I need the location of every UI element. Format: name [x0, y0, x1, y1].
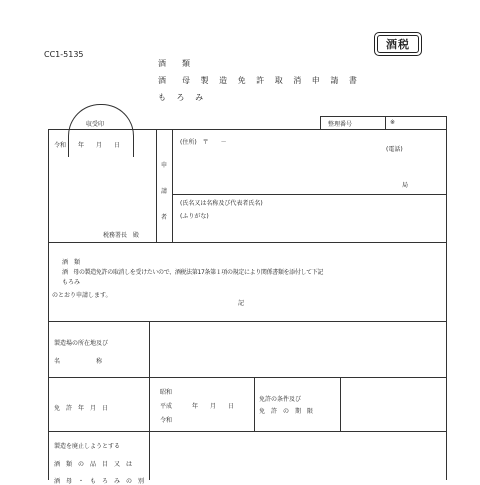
application-date[interactable]: 令和 年 月 日	[54, 142, 121, 149]
license-row-divider-2	[340, 377, 341, 431]
stop-label-2: 酒 類 の 品 目 又 は	[54, 461, 133, 468]
ki-heading: 記	[238, 300, 245, 307]
title-line-2: 酒 母 製 造 免 許 取 消 申 請 書	[158, 76, 361, 85]
applicant-vertical-3: 者	[161, 214, 168, 221]
furigana-field[interactable]: (ふりがな)	[180, 213, 209, 220]
era-heisei: 平成	[160, 403, 173, 410]
address-field[interactable]: (住所) 〒 －	[180, 139, 227, 146]
statement-line-1: 酒 類	[62, 259, 81, 266]
license-date-label: 免 許 年 月 日	[54, 405, 109, 412]
stop-label-3: 酒 母 ・ も ろ み の 別	[54, 478, 145, 485]
stop-row-top	[48, 431, 446, 432]
ref-number-value: ※	[390, 119, 396, 126]
frame-right	[446, 129, 447, 480]
applicant-col-left	[156, 129, 157, 242]
statement-line-3: もろみ	[62, 279, 81, 286]
ref-box-left	[320, 116, 321, 129]
statement-line-4: のとおり申請します。	[52, 292, 112, 299]
tax-office-addressee: 税務署長 殿	[103, 232, 140, 239]
applicant-vertical-2: 請	[161, 188, 168, 195]
applicant-vertical-1: 申	[161, 162, 168, 169]
license-condition-label-1: 免許の条件及び	[259, 396, 302, 403]
ref-box-divider	[385, 116, 386, 129]
frame-left	[48, 129, 49, 480]
applicant-col-right	[172, 129, 173, 242]
frame-top	[48, 129, 446, 130]
era-reiwa: 令和	[160, 417, 173, 424]
ref-box-right	[446, 116, 447, 129]
phone-exchange-suffix: 局	[402, 182, 409, 189]
ref-number-label: 整理番号	[328, 121, 353, 128]
title-line-3: も ろ み	[158, 93, 208, 102]
stop-label-1: 製造を廃止しようとする	[54, 443, 121, 450]
era-showa: 昭和	[160, 389, 173, 396]
label-column-divider	[149, 321, 150, 480]
form-code: CC1-5135	[44, 50, 84, 59]
statement-top	[48, 242, 446, 243]
location-label-1: 製造場の所在地及び	[54, 340, 109, 347]
license-row-top	[48, 377, 446, 378]
license-ymd[interactable]: 年 月 日	[192, 403, 235, 410]
license-row-divider-1	[254, 377, 255, 431]
ref-box-top	[320, 116, 446, 117]
name-field[interactable]: (氏名又は名称及び代表者氏名)	[180, 200, 263, 207]
receipt-stamp-tab	[68, 104, 134, 157]
receipt-stamp-label: 収受印	[86, 121, 105, 128]
liquor-tax-stamp: 酒税	[374, 32, 422, 56]
phone-field[interactable]: (電話)	[386, 146, 403, 153]
location-row-top	[48, 321, 446, 322]
statement-line-2: 酒 母の製造免許の取消しを受けたいので、酒税法第17条第１項の規定により関係書類を添付して下記	[62, 269, 324, 276]
title-line-1: 酒 類	[158, 59, 194, 68]
location-label-2: 名 称	[54, 358, 103, 365]
applicant-row-divider	[172, 194, 446, 195]
license-condition-label-2: 免 許 の 期 限	[259, 408, 314, 415]
